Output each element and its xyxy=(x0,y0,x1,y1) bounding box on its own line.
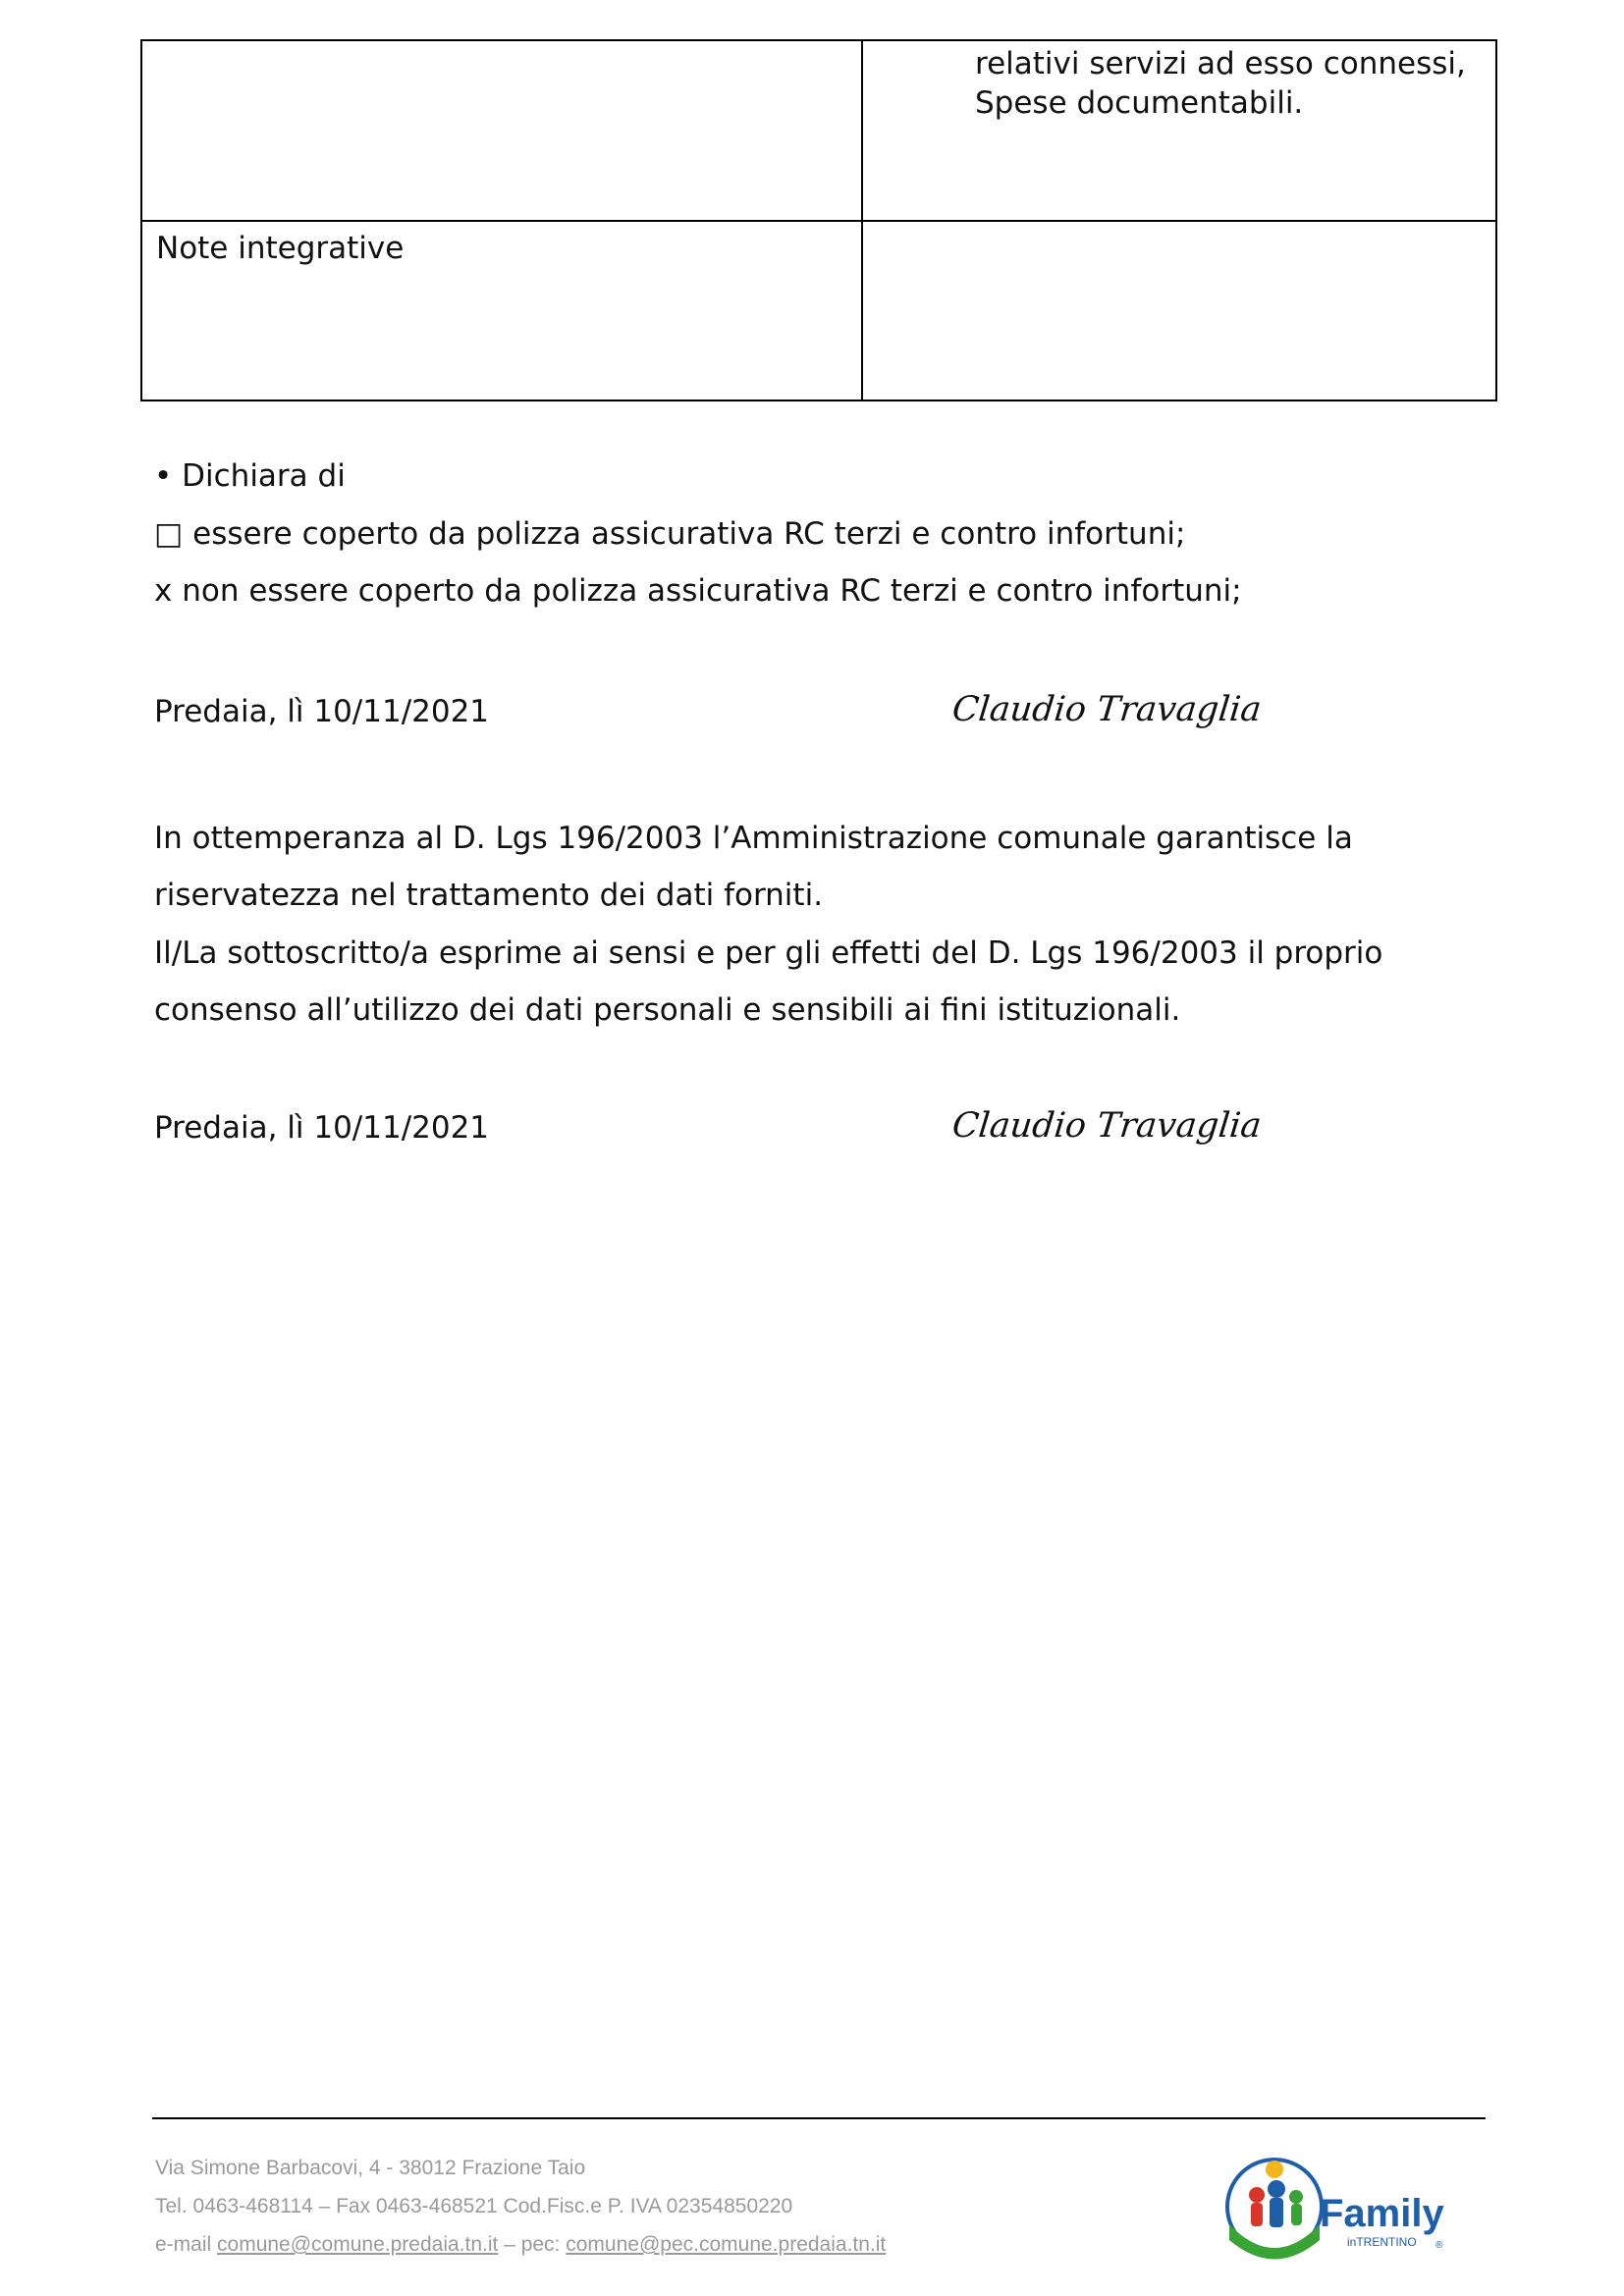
logo-registered-mark: ® xyxy=(1435,2240,1443,2251)
table-cell xyxy=(141,40,862,221)
logo-word: Family xyxy=(1320,2192,1444,2235)
option-text: essere coperto da polizza assicurativa RC terzi e contro infortuni; xyxy=(192,516,1186,552)
declaration-option-1 xyxy=(154,514,1185,554)
logo-figure xyxy=(1268,2180,1285,2198)
privacy-line: In ottemperanza al D. Lgs 196/2003 l’Amministrazione comunale garantisce la xyxy=(154,821,1353,856)
table-cell-text: relativi servizi ad esso connessi, xyxy=(975,46,1466,81)
table-cell xyxy=(862,221,1496,400)
checkbox-empty: □ xyxy=(154,516,184,552)
footer-email-line xyxy=(155,2233,886,2257)
logo-figure xyxy=(1249,2187,1265,2203)
privacy-line: consenso all’utilizzo dei dati personali e sensibili ai fini istituzionali. xyxy=(154,992,1181,1028)
privacy-line: Il/La sottoscritto/a esprime ai sensi e per gli effetti del D. Lgs 196/2003 il proprio xyxy=(154,935,1383,971)
footer-divider xyxy=(152,2117,1486,2119)
logo-figure xyxy=(1251,2203,1263,2226)
option-text: non essere coperto da polizza assicurativa RC terzi e contro infortuni; xyxy=(182,573,1242,609)
checkbox-checked: x xyxy=(154,573,173,609)
logo-figure xyxy=(1289,2190,1303,2204)
logo-figure xyxy=(1270,2198,1283,2227)
email-link[interactable]: comune@comune.predaia.tn.it xyxy=(217,2233,499,2256)
logo-figure xyxy=(1291,2204,1302,2225)
pec-label: – pec: xyxy=(504,2233,561,2256)
signature: Claudio Travaglia xyxy=(949,1106,1264,1146)
table-cell xyxy=(862,40,1496,221)
privacy-line: riservatezza nel trattamento dei dati forniti. xyxy=(154,878,824,913)
table-cell xyxy=(141,221,862,400)
place-date: Predaia, lì 10/11/2021 xyxy=(154,694,490,729)
logo-sun xyxy=(1266,2161,1283,2178)
declaration-title: • Dichiara di xyxy=(154,458,346,494)
table-cell-text: Spese documentabili. xyxy=(975,85,1304,121)
place-date: Predaia, lì 10/11/2021 xyxy=(154,1110,490,1146)
logo-subtitle: inTRENTINO xyxy=(1347,2235,1417,2249)
pec-link[interactable]: comune@pec.comune.predaia.tn.it xyxy=(566,2233,887,2256)
declaration-option-2 xyxy=(154,571,1242,611)
family-in-trentino-logo xyxy=(1218,2146,1453,2273)
footer-address: Via Simone Barbacovi, 4 - 38012 Frazione Taio xyxy=(155,2157,586,2179)
info-table xyxy=(140,39,1497,401)
email-label: e-mail xyxy=(155,2233,212,2256)
signature: Claudio Travaglia xyxy=(949,690,1264,729)
note-integrative-label: Note integrative xyxy=(156,231,405,266)
footer-phone: Tel. 0463-468114 – Fax 0463-468521 Cod.Fisc.e P. IVA 02354850220 xyxy=(155,2195,793,2217)
